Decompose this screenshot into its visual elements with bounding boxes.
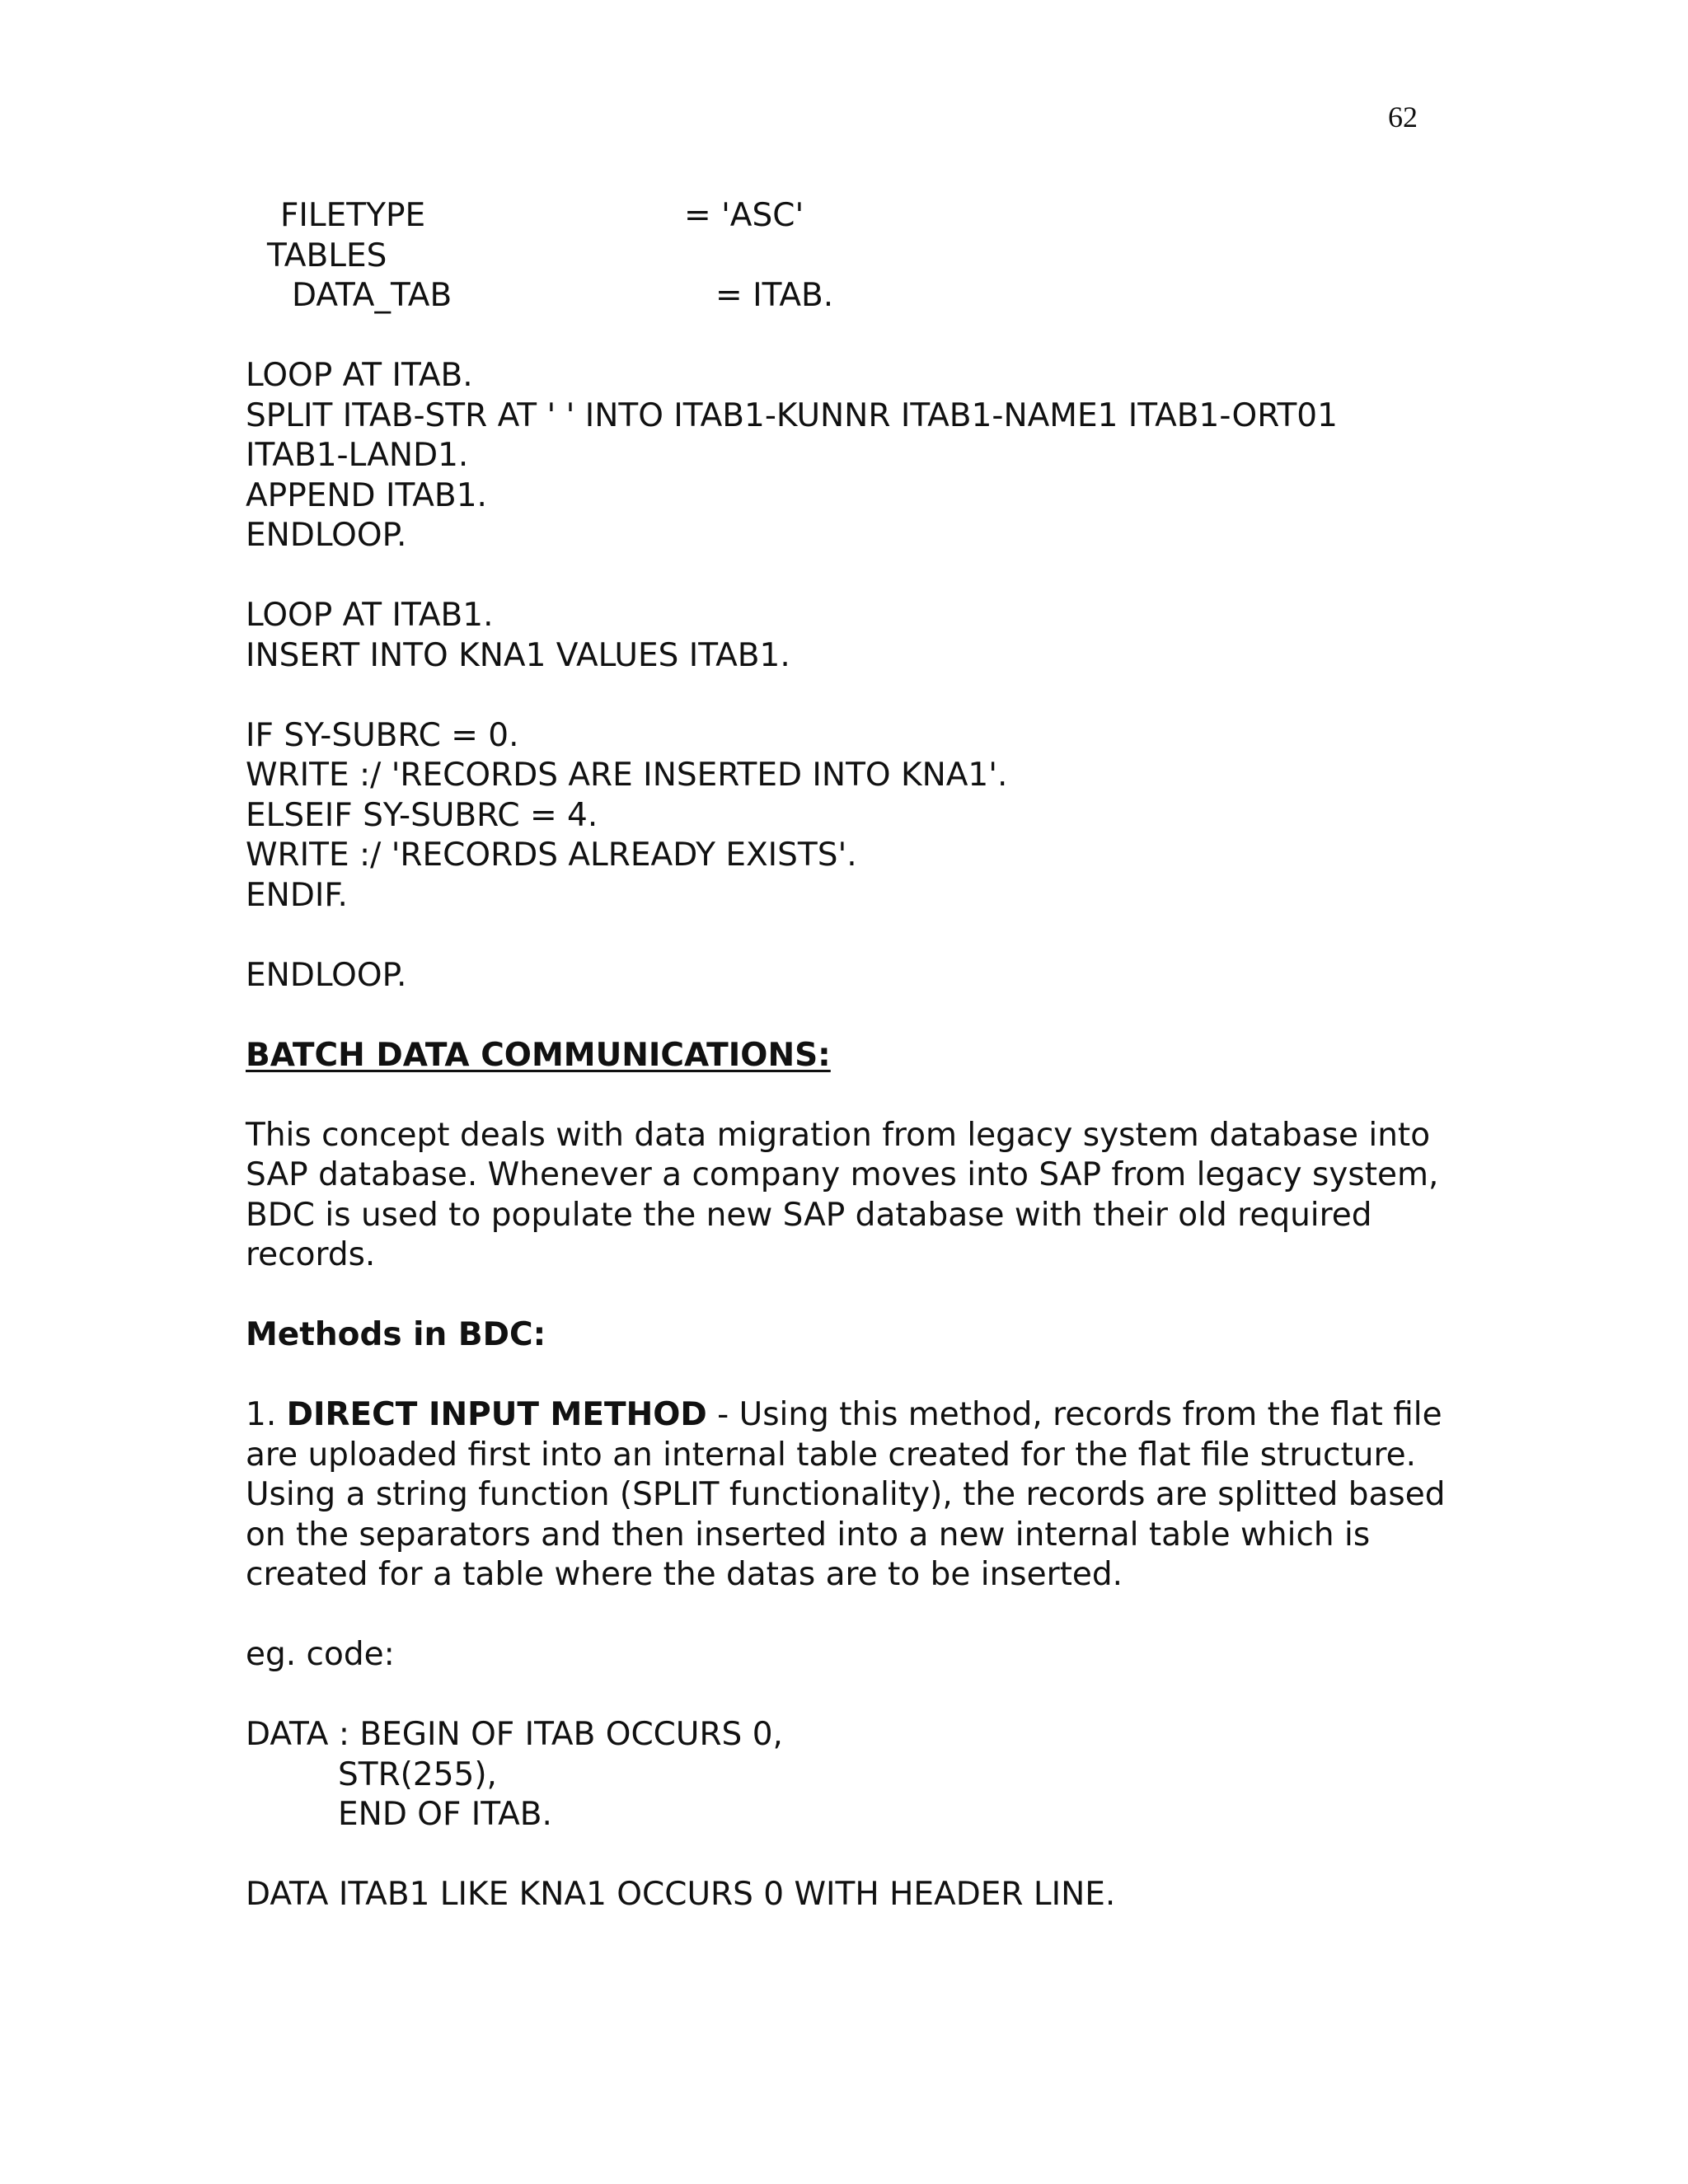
spacer (246, 1596, 1531, 1636)
eg-code-label: eg. code: (246, 1636, 395, 1673)
list-number: 1. (246, 1396, 287, 1433)
spacer (246, 556, 1531, 597)
code-line: WRITE :/ 'RECORDS ARE INSERTED INTO KNA1'. (246, 757, 1008, 794)
code-line: ENDLOOP. (246, 956, 407, 994)
code-value: = ITAB. (715, 277, 834, 314)
code-line-data-tab (246, 276, 1531, 316)
code-line: LOOP AT ITAB. (246, 357, 473, 394)
code-value: = 'ASC' (684, 197, 804, 234)
code-line: ELSEIF SY-SUBRC = 4. (246, 796, 598, 834)
code-line: ITAB1-LAND1. (246, 437, 469, 474)
spacer (246, 1276, 1531, 1316)
paragraph-line: Using a string function (SPLIT functionality), the records are splitted based (246, 1476, 1446, 1513)
method-title: DIRECT INPUT METHOD (286, 1396, 707, 1433)
code-line: DATA ITAB1 LIKE KNA1 OCCURS 0 WITH HEADER LINE. (246, 1876, 1116, 1913)
code-line: DATA : BEGIN OF ITAB OCCURS 0, (246, 1716, 783, 1753)
spacer (246, 1835, 1531, 1876)
code-line: STR(255), (338, 1755, 497, 1793)
code-line-tables: TABLES (267, 237, 387, 274)
spacer (246, 1076, 1531, 1116)
method-text: - Using this method, records from the flat file (706, 1396, 1442, 1433)
code-line: WRITE :/ 'RECORDS ALREADY EXISTS'. (246, 837, 857, 874)
paragraph-line: SAP database. Whenever a company moves into SAP from legacy system, (246, 1156, 1439, 1193)
section-heading: BATCH DATA COMMUNICATIONS: (246, 1036, 831, 1074)
spacer (246, 316, 1531, 357)
code-line: INSERT INTO KNA1 VALUES ITAB1. (246, 636, 790, 674)
code-line: END OF ITAB. (338, 1796, 552, 1833)
document-body (246, 196, 1531, 1915)
spacer (246, 916, 1531, 956)
paragraph-line: are uploaded first into an internal table created for the flat file structure. (246, 1436, 1417, 1474)
code-line: APPEND ITAB1. (246, 476, 487, 514)
code-line: ENDIF. (246, 876, 348, 914)
spacer (246, 676, 1531, 716)
paragraph-line: records. (246, 1236, 376, 1273)
paragraph-line: BDC is used to populate the new SAP database with their old required (246, 1196, 1372, 1234)
code-line-filetype (246, 196, 1531, 237)
spacer (246, 1356, 1531, 1396)
method-item-line (246, 1395, 1531, 1436)
spacer (246, 1675, 1531, 1716)
paragraph-line: created for a table where the datas are to be inserted. (246, 1556, 1123, 1593)
paragraph-line: This concept deals with data migration from legacy system database into (246, 1116, 1431, 1154)
code-line: ENDLOOP. (246, 517, 407, 554)
paragraph-line: on the separators and then inserted into a new internal table which is (246, 1516, 1371, 1554)
subheading: Methods in BDC: (246, 1316, 546, 1353)
code-key: DATA_TAB (292, 277, 452, 314)
code-line: SPLIT ITAB-STR AT ' ' INTO ITAB1-KUNNR ITAB1-NAME1 ITAB1-ORT01 (246, 396, 1338, 434)
code-line: LOOP AT ITAB1. (246, 597, 494, 634)
page-number: 62 (1388, 101, 1418, 134)
spacer (246, 996, 1531, 1036)
code-key: FILETYPE (280, 197, 426, 234)
code-line: IF SY-SUBRC = 0. (246, 716, 519, 754)
